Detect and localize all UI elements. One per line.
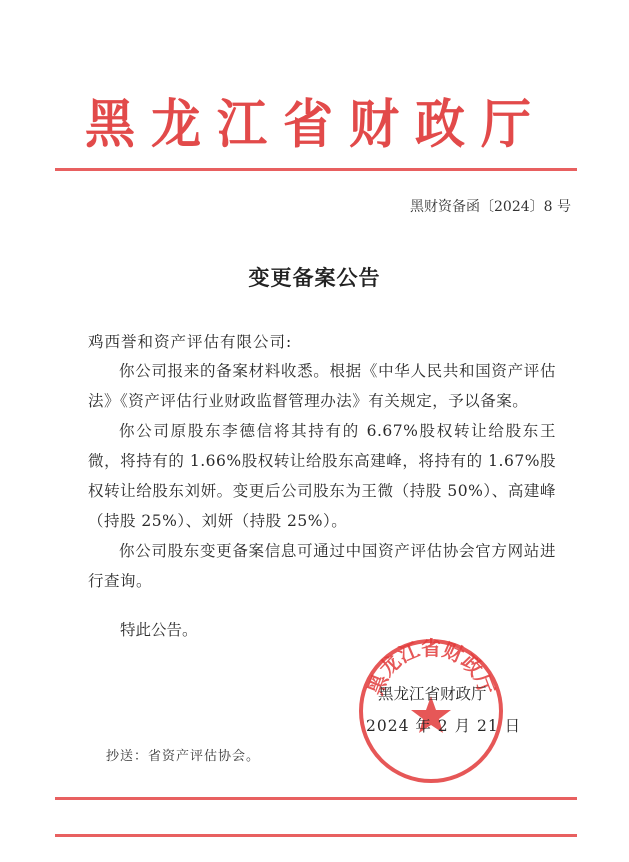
header-red-rule [55, 168, 577, 171]
closing-statement: 特此公告。 [120, 621, 198, 639]
body-paragraph: 你公司报来的备案材料收悉。根据《中华人民共和国资产评估法》《资产评估行业财政监督管理办法》有关规定，予以备案。 [88, 362, 556, 410]
body-paragraph: 你公司原股东李德信将其持有的 6.67%股权转让给股东王微，将持有的 1.66%股权转让给股东高建峰，将持有的 1.67%股权转让给股东刘妍。变更后公司股东为王微（持股 50%）、高建峰（持股 25%）、刘妍（持股 25%）。 [88, 422, 556, 530]
body-text [88, 356, 556, 596]
footer-red-rule-top [55, 797, 577, 800]
cc-line: 抄送：省资产评估协会。 [106, 749, 261, 764]
official-seal [356, 636, 506, 786]
addressee: 鸡西誉和资产评估有限公司: [88, 333, 293, 351]
document-title: 变更备案公告 [248, 265, 381, 290]
issuer-header: 黑龙江省财政厅 [85, 93, 547, 155]
seal-text: 黑龙江省财政厅 [363, 636, 499, 699]
body-paragraph: 你公司股东变更备案信息可通过中国资产评估协会官方网站进行查询。 [88, 542, 556, 590]
signature-organization: 黑龙江省财政厅 [378, 685, 487, 703]
document-number: 黑财资备函〔2024〕8 号 [410, 199, 571, 215]
footer-red-rule-bottom [55, 834, 577, 837]
signature-date: 2024 年 2 月 21 日 [366, 717, 522, 735]
